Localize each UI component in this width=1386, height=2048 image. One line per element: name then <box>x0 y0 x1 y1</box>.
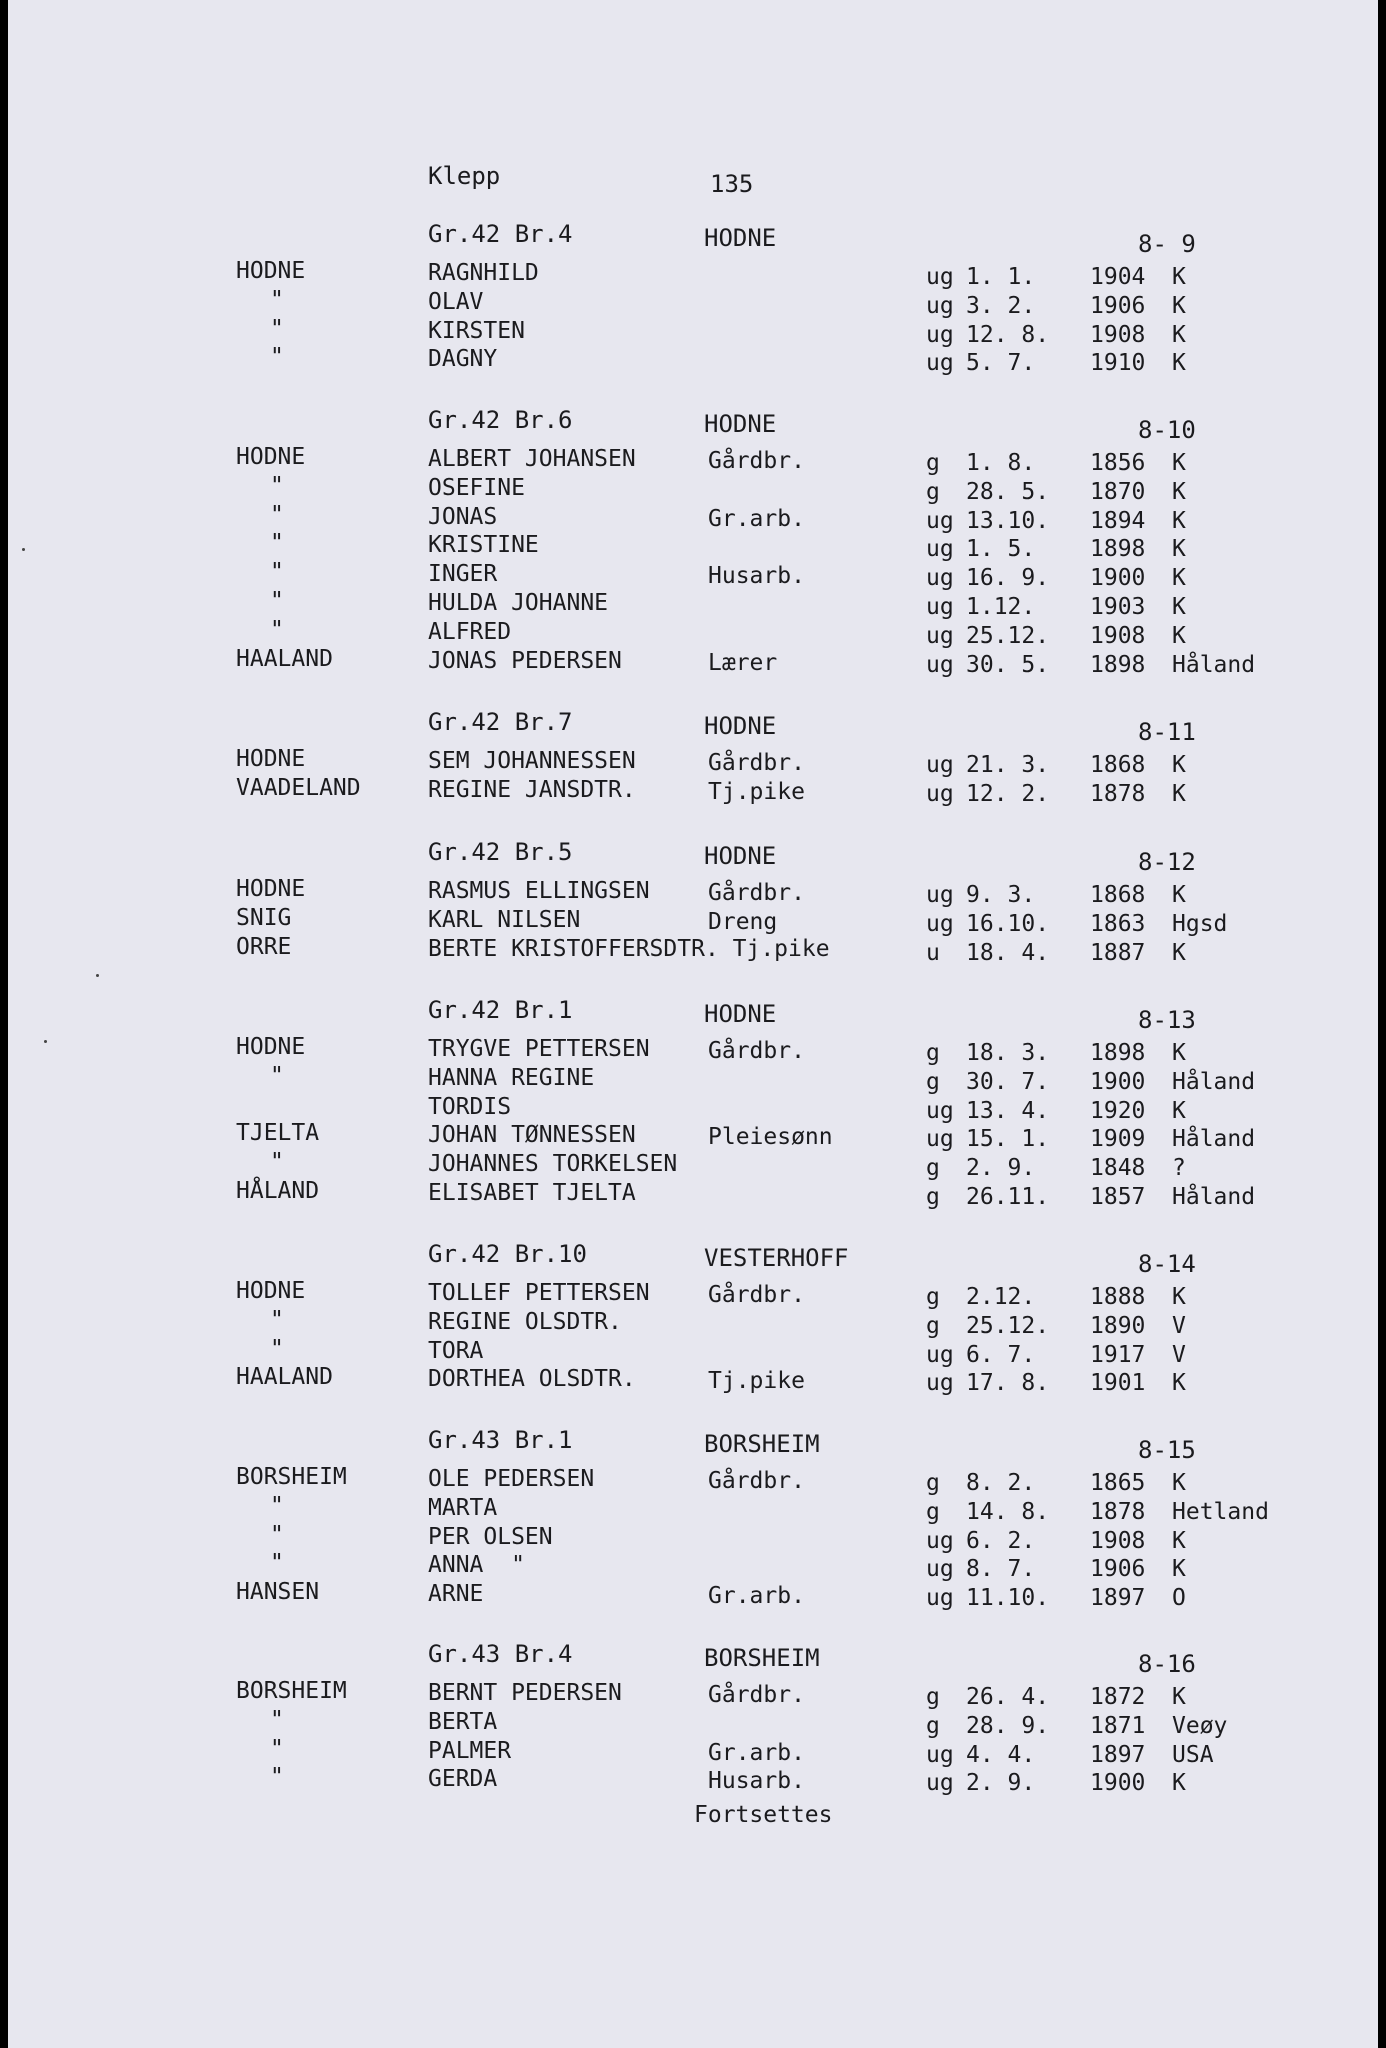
row-birth-place: K <box>1172 1684 1186 1710</box>
row-birth-year: 1871 <box>1090 1712 1146 1739</box>
row-birth-year: 1872 <box>1090 1684 1146 1710</box>
row-marital-status: ug <box>926 1370 954 1397</box>
page-number: 135 <box>710 170 754 198</box>
section-group: Gr.43 Br.1 <box>428 1426 573 1454</box>
row-surname: HODNE <box>236 258 306 284</box>
row-name: ARNE <box>428 1581 484 1608</box>
row-marital-status: ug <box>926 565 954 592</box>
row-occupation: Dreng <box>708 908 778 935</box>
row-birth-date: 16.10. <box>966 910 1050 937</box>
row-surname: " <box>270 286 284 313</box>
row-occupation: Husarb. <box>708 1768 805 1795</box>
row-birth-year: 1903 <box>1090 594 1146 620</box>
scan-speck <box>44 1040 47 1043</box>
row-birth-place: K <box>1172 1527 1186 1554</box>
row-name: JONAS <box>428 503 498 530</box>
row-surname: " <box>270 1492 284 1519</box>
row-surname: " <box>270 315 284 342</box>
row-birth-place: K <box>1172 780 1186 807</box>
row-birth-year: 1917 <box>1090 1341 1146 1368</box>
row-marital-status: ug <box>926 594 954 620</box>
row-surname: HODNE <box>236 1034 306 1060</box>
row-marital-status: ug <box>926 1770 954 1797</box>
row-birth-place: Håland <box>1172 1126 1256 1153</box>
row-surname: " <box>270 1335 284 1362</box>
row-marital-status: ug <box>926 1097 954 1124</box>
row-birth-date: 2. 9. <box>966 1155 1036 1182</box>
row-name: SEM JOHANNESSEN <box>428 748 636 774</box>
row-marital-status: ug <box>926 1741 954 1768</box>
row-birth-date: 1. 8. <box>966 450 1036 476</box>
row-name: MARTA <box>428 1494 498 1521</box>
row-marital-status: ug <box>926 1556 954 1583</box>
row-birth-year: 1898 <box>1090 536 1146 563</box>
row-surname: " <box>270 559 284 586</box>
row-birth-date: 25.12. <box>966 1312 1050 1339</box>
row-birth-year: 1865 <box>1090 1470 1146 1496</box>
row-surname: " <box>270 1149 284 1176</box>
section-group: Gr.42 Br.5 <box>428 838 573 866</box>
section-farm: HODNE <box>704 224 777 252</box>
row-surname: HODNE <box>236 746 306 772</box>
row-name: OSEFINE <box>428 474 525 501</box>
row-birth-place: K <box>1172 536 1186 563</box>
row-birth-date: 3. 2. <box>966 292 1036 319</box>
row-surname: BORSHEIM <box>236 1464 347 1490</box>
row-birth-place: V <box>1172 1341 1186 1368</box>
row-birth-date: 30. 7. <box>966 1068 1050 1095</box>
section-farm: HODNE <box>704 712 777 740</box>
row-marital-status: ug <box>926 1527 954 1554</box>
row-birth-date: 9. 3. <box>966 882 1036 908</box>
row-birth-year: 1894 <box>1090 507 1146 534</box>
row-name: KARL NILSEN <box>428 906 581 933</box>
row-name: TOLLEF PETTERSEN <box>428 1280 650 1306</box>
row-occupation: Gårdbr. <box>708 750 805 776</box>
row-birth-date: 8. 2. <box>966 1470 1036 1496</box>
row-birth-date: 8. 7. <box>966 1556 1036 1583</box>
row-birth-year: 1906 <box>1090 1556 1146 1583</box>
row-birth-year: 1897 <box>1090 1741 1146 1768</box>
row-surname: HÅLAND <box>236 1178 320 1204</box>
section-farm: BORSHEIM <box>704 1644 820 1672</box>
row-birth-date: 6. 2. <box>966 1527 1036 1554</box>
row-surname: HODNE <box>236 444 306 470</box>
row-birth-date: 1. 1. <box>966 264 1036 290</box>
row-birth-place: V <box>1172 1312 1186 1339</box>
row-birth-date: 17. 8. <box>966 1370 1050 1397</box>
row-birth-date: 14. 8. <box>966 1498 1050 1525</box>
section-code: 8-15 <box>1138 1436 1196 1464</box>
row-name: JONAS PEDERSEN <box>428 647 622 674</box>
row-birth-date: 26.11. <box>966 1184 1050 1210</box>
row-name: BERTE KRISTOFFERSDTR. Tj.pike <box>428 935 830 962</box>
row-marital-status: ug <box>926 507 954 534</box>
row-name: GERDA <box>428 1766 498 1793</box>
row-name: DORTHEA OLSDTR. <box>428 1366 636 1393</box>
row-birth-year: 1887 <box>1090 939 1146 966</box>
row-marital-status: g <box>926 1684 940 1710</box>
row-name: OLE PEDERSEN <box>428 1466 595 1492</box>
row-name: OLAV <box>428 288 484 315</box>
row-surname: " <box>270 344 284 371</box>
row-surname: HODNE <box>236 1278 306 1304</box>
row-birth-year: 1906 <box>1090 292 1146 319</box>
row-birth-year: 1900 <box>1090 565 1146 592</box>
row-marital-status: ug <box>926 292 954 319</box>
row-birth-date: 28. 5. <box>966 478 1050 505</box>
row-name: KIRSTEN <box>428 317 525 344</box>
row-birth-date: 12. 2. <box>966 780 1050 807</box>
row-birth-place: Håland <box>1172 1068 1256 1095</box>
row-surname: " <box>270 1550 284 1577</box>
row-name: DAGNY <box>428 346 498 373</box>
row-marital-status: ug <box>926 882 954 908</box>
row-birth-year: 1910 <box>1090 350 1146 377</box>
row-surname: " <box>270 1706 284 1733</box>
row-name: REGINE JANSDTR. <box>428 776 636 803</box>
row-surname: HAALAND <box>236 1364 333 1391</box>
row-birth-year: 1868 <box>1090 752 1146 778</box>
row-birth-place: USA <box>1172 1741 1214 1768</box>
section-group: Gr.42 Br.10 <box>428 1240 587 1268</box>
row-birth-date: 30. 5. <box>966 651 1050 678</box>
row-birth-place: O <box>1172 1585 1186 1612</box>
section-code: 8-13 <box>1138 1006 1196 1034</box>
row-birth-place: Hetland <box>1172 1498 1269 1525</box>
row-birth-year: 1900 <box>1090 1068 1146 1095</box>
row-surname: " <box>270 1521 284 1548</box>
row-surname: TJELTA <box>236 1120 320 1147</box>
row-name: HANNA REGINE <box>428 1064 595 1091</box>
row-birth-place: K <box>1172 507 1186 534</box>
row-birth-year: 1904 <box>1090 264 1146 290</box>
row-birth-place: K <box>1172 622 1186 649</box>
row-birth-year: 1878 <box>1090 1498 1146 1525</box>
row-marital-status: g <box>926 1040 940 1066</box>
row-surname: HODNE <box>236 876 306 902</box>
row-birth-year: 1888 <box>1090 1284 1146 1310</box>
row-birth-date: 21. 3. <box>966 752 1050 778</box>
row-occupation: Gårdbr. <box>708 1468 805 1494</box>
row-marital-status: ug <box>926 321 954 348</box>
row-surname: " <box>270 472 284 499</box>
row-marital-status: ug <box>926 536 954 563</box>
row-marital-status: ug <box>926 752 954 778</box>
row-occupation: Tj.pike <box>708 778 805 805</box>
row-occupation: Pleiesønn <box>708 1124 833 1151</box>
row-birth-date: 11.10. <box>966 1585 1050 1612</box>
row-birth-date: 13.10. <box>966 507 1050 534</box>
row-birth-year: 1898 <box>1090 1040 1146 1066</box>
row-birth-place: Hgsd <box>1172 910 1228 937</box>
row-birth-place: Håland <box>1172 651 1256 678</box>
row-birth-place: K <box>1172 939 1186 966</box>
section-code: 8-10 <box>1138 416 1196 444</box>
row-surname: " <box>270 588 284 614</box>
row-surname: " <box>270 1764 284 1791</box>
row-marital-status: g <box>926 1068 940 1095</box>
row-name: ALBERT JOHANSEN <box>428 446 636 472</box>
row-birth-year: 1863 <box>1090 910 1146 937</box>
row-surname: " <box>270 501 284 528</box>
row-name: ELISABET TJELTA <box>428 1180 636 1206</box>
row-birth-place: K <box>1172 321 1186 348</box>
row-birth-year: 1878 <box>1090 780 1146 807</box>
row-marital-status: g <box>926 1155 940 1182</box>
row-name: REGINE OLSDTR. <box>428 1308 622 1335</box>
row-marital-status: ug <box>926 1585 954 1612</box>
section-group: Gr.42 Br.1 <box>428 996 573 1024</box>
row-birth-place: K <box>1172 292 1186 319</box>
section-farm: BORSHEIM <box>704 1430 820 1458</box>
row-birth-date: 2. 9. <box>966 1770 1036 1797</box>
row-surname: " <box>270 1062 284 1089</box>
row-marital-status: g <box>926 1712 940 1739</box>
row-birth-year: 1870 <box>1090 478 1146 505</box>
row-surname: HAALAND <box>236 645 333 672</box>
row-marital-status: ug <box>926 264 954 290</box>
row-surname: " <box>270 1735 284 1762</box>
row-marital-status: g <box>926 478 940 505</box>
row-birth-date: 18. 3. <box>966 1040 1050 1066</box>
row-birth-place: K <box>1172 1770 1186 1797</box>
section-code: 8- 9 <box>1138 230 1196 258</box>
row-birth-year: 1897 <box>1090 1585 1146 1612</box>
row-marital-status: u <box>926 939 940 966</box>
row-birth-place: K <box>1172 1097 1186 1124</box>
section-farm: HODNE <box>704 410 777 438</box>
row-occupation: Lærer <box>708 649 778 676</box>
row-surname: " <box>270 530 284 557</box>
row-birth-place: Håland <box>1172 1184 1256 1210</box>
row-birth-place: K <box>1172 1470 1186 1496</box>
row-birth-place: K <box>1172 752 1186 778</box>
row-name: JOHANNES TORKELSEN <box>428 1151 678 1178</box>
row-birth-year: 1920 <box>1090 1097 1146 1124</box>
row-birth-place: K <box>1172 1370 1186 1397</box>
row-birth-year: 1857 <box>1090 1184 1146 1210</box>
row-birth-place: K <box>1172 1556 1186 1583</box>
row-birth-date: 1. 5. <box>966 536 1036 563</box>
row-birth-place: K <box>1172 565 1186 592</box>
row-marital-status: ug <box>926 910 954 937</box>
row-birth-place: K <box>1172 594 1186 620</box>
row-birth-year: 1898 <box>1090 651 1146 678</box>
section-group: Gr.42 Br.6 <box>428 406 573 434</box>
section-farm: HODNE <box>704 1000 777 1028</box>
row-name: TORA <box>428 1337 484 1364</box>
page-place: Klepp <box>428 162 501 190</box>
row-birth-place: K <box>1172 1040 1186 1066</box>
row-birth-year: 1901 <box>1090 1370 1146 1397</box>
row-surname: " <box>270 616 284 643</box>
row-marital-status: g <box>926 450 940 476</box>
row-name: JOHAN TØNNESSEN <box>428 1122 636 1149</box>
row-birth-date: 4. 4. <box>966 1741 1036 1768</box>
row-occupation: Gr.arb. <box>708 505 805 532</box>
row-birth-date: 13. 4. <box>966 1097 1050 1124</box>
row-occupation: Gårdbr. <box>708 1682 805 1708</box>
row-surname: HANSEN <box>236 1579 320 1606</box>
row-birth-date: 6. 7. <box>966 1341 1036 1368</box>
row-birth-year: 1900 <box>1090 1770 1146 1797</box>
scan-speck <box>96 974 99 977</box>
scan-speck <box>22 548 25 551</box>
row-birth-place: K <box>1172 264 1186 290</box>
row-name: BERNT PEDERSEN <box>428 1680 622 1706</box>
row-occupation: Gårdbr. <box>708 1038 805 1064</box>
row-birth-year: 1908 <box>1090 622 1146 649</box>
row-marital-status: g <box>926 1470 940 1496</box>
row-birth-place: K <box>1172 1284 1186 1310</box>
row-name: PER OLSEN <box>428 1523 553 1550</box>
row-birth-date: 25.12. <box>966 622 1050 649</box>
row-birth-place: K <box>1172 882 1186 908</box>
row-birth-place: K <box>1172 478 1186 505</box>
row-birth-place: K <box>1172 350 1186 377</box>
row-name: RASMUS ELLINGSEN <box>428 878 650 904</box>
section-code: 8-11 <box>1138 718 1196 746</box>
row-birth-date: 15. 1. <box>966 1126 1050 1153</box>
section-code: 8-16 <box>1138 1650 1196 1678</box>
section-group: Gr.42 Br.7 <box>428 708 573 736</box>
section-farm: HODNE <box>704 842 777 870</box>
row-marital-status: ug <box>926 622 954 649</box>
row-name: TRYGVE PETTERSEN <box>428 1036 650 1062</box>
section-group: Gr.42 Br.4 <box>428 220 573 248</box>
document-page <box>8 0 1378 2048</box>
row-birth-year: 1890 <box>1090 1312 1146 1339</box>
row-birth-date: 26. 4. <box>966 1684 1050 1710</box>
row-name: INGER <box>428 561 498 588</box>
row-marital-status: g <box>926 1284 940 1310</box>
row-name: KRISTINE <box>428 532 539 559</box>
row-marital-status: ug <box>926 350 954 377</box>
row-occupation: Gårdbr. <box>708 880 805 906</box>
row-name: PALMER <box>428 1737 512 1764</box>
row-birth-date: 16. 9. <box>966 565 1050 592</box>
section-code: 8-12 <box>1138 848 1196 876</box>
row-surname: SNIG <box>236 904 292 931</box>
row-birth-year: 1848 <box>1090 1155 1146 1182</box>
row-birth-year: 1856 <box>1090 450 1146 476</box>
row-birth-place: K <box>1172 450 1186 476</box>
row-birth-date: 5. 7. <box>966 350 1036 377</box>
row-surname: VAADELAND <box>236 774 361 801</box>
row-marital-status: g <box>926 1498 940 1525</box>
continued-note: Fortsettes <box>694 1802 833 1828</box>
row-marital-status: ug <box>926 651 954 678</box>
row-occupation: Gr.arb. <box>708 1583 805 1610</box>
row-name: TORDIS <box>428 1093 512 1120</box>
row-birth-place: Veøy <box>1172 1712 1228 1739</box>
row-birth-date: 2.12. <box>966 1284 1036 1310</box>
row-surname: " <box>270 1306 284 1333</box>
row-marital-status: g <box>926 1312 940 1339</box>
row-occupation: Gårdbr. <box>708 448 805 474</box>
row-name: RAGNHILD <box>428 260 539 286</box>
row-occupation: Gårdbr. <box>708 1282 805 1308</box>
row-name: ANNA " <box>428 1552 525 1579</box>
section-code: 8-14 <box>1138 1250 1196 1278</box>
row-birth-year: 1868 <box>1090 882 1146 908</box>
row-marital-status: g <box>926 1184 940 1210</box>
row-birth-year: 1908 <box>1090 1527 1146 1554</box>
row-birth-place: ? <box>1172 1155 1186 1182</box>
row-birth-year: 1908 <box>1090 321 1146 348</box>
row-marital-status: ug <box>926 1341 954 1368</box>
row-name: ALFRED <box>428 618 512 645</box>
row-birth-year: 1909 <box>1090 1126 1146 1153</box>
row-birth-date: 28. 9. <box>966 1712 1050 1739</box>
row-marital-status: ug <box>926 1126 954 1153</box>
row-occupation: Tj.pike <box>708 1368 805 1395</box>
row-birth-date: 18. 4. <box>966 939 1050 966</box>
section-group: Gr.43 Br.4 <box>428 1640 573 1668</box>
row-birth-date: 1.12. <box>966 594 1036 620</box>
row-marital-status: ug <box>926 780 954 807</box>
row-surname: ORRE <box>236 933 292 960</box>
row-birth-date: 12. 8. <box>966 321 1050 348</box>
row-surname: BORSHEIM <box>236 1678 347 1704</box>
row-name: HULDA JOHANNE <box>428 590 609 616</box>
section-farm: VESTERHOFF <box>704 1244 849 1272</box>
row-occupation: Gr.arb. <box>708 1739 805 1766</box>
row-occupation: Husarb. <box>708 563 805 590</box>
row-name: BERTA <box>428 1708 498 1735</box>
